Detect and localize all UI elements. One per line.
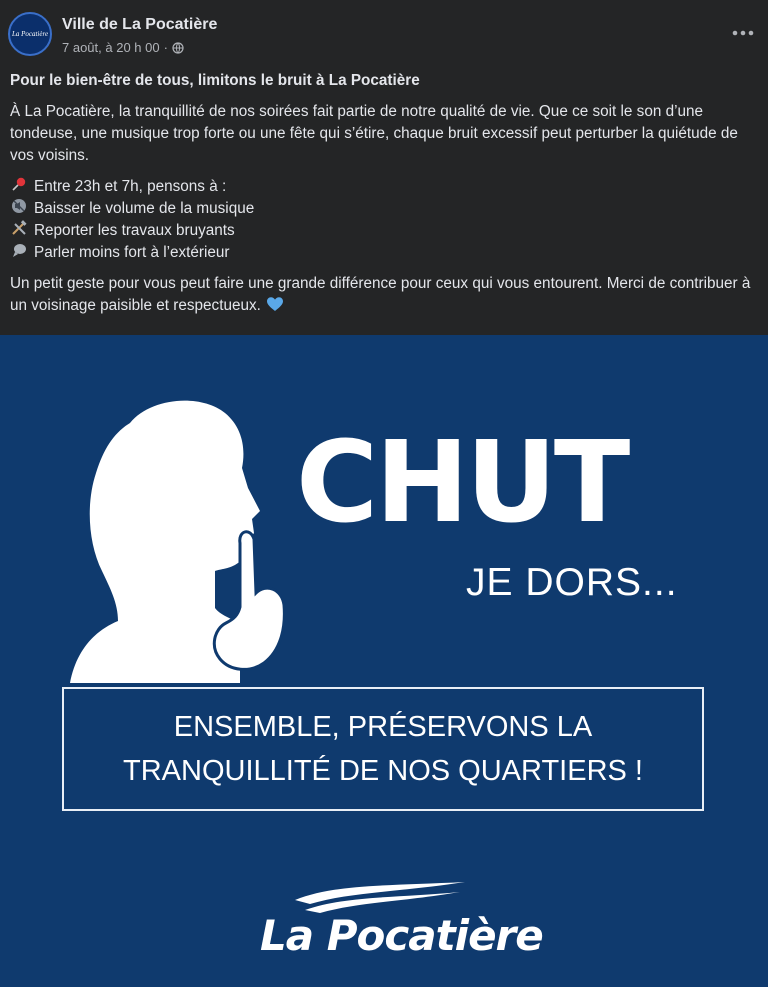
time-line: [10, 176, 758, 198]
poster-headline: CHUT: [296, 418, 628, 548]
speech-bubble-icon: [10, 242, 28, 264]
post-headline: Pour le bien-être de tous, limitons le bruit à La Pocatière: [10, 72, 420, 89]
tips-list: [10, 198, 758, 264]
post-closing: [10, 273, 758, 317]
post-body: [0, 70, 768, 317]
avatar[interactable]: [8, 12, 52, 56]
list-item-text: Parler moins fort à l’extérieur: [34, 244, 230, 261]
blue-heart-icon: [267, 297, 283, 312]
meta-separator: ·: [163, 40, 168, 55]
poster-message-box: [62, 687, 704, 811]
mute-speaker-icon: [10, 198, 28, 220]
page-name-link[interactable]: Ville de La Pocatière: [62, 16, 218, 33]
list-item: [10, 198, 758, 220]
globe-icon: [172, 42, 184, 54]
time-line-text: Entre 23h et 7h, pensons à :: [34, 178, 227, 195]
silhouette-shush-icon: [70, 393, 300, 683]
post-image-poster[interactable]: [0, 335, 768, 987]
avatar-logo-text: La Pocatière: [11, 30, 49, 38]
poster-message-line-2: TRANQUILLITÉ DE NOS QUARTIERS !: [123, 755, 643, 787]
logo-text: La Pocatière: [260, 911, 543, 960]
list-item: [10, 242, 758, 264]
list-item: [10, 220, 758, 242]
poster-subline: JE DORS...: [466, 561, 678, 604]
tools-icon: [10, 220, 28, 242]
post-meta: [62, 40, 184, 55]
list-item-text: Reporter les travaux bruyants: [34, 222, 235, 239]
post-header: [0, 0, 768, 68]
post-intro: À La Pocatière, la tranquillité de nos soirées fait partie de notre qualité de vie. Que ce soit le son d’une tondeuse, une musique trop forte ou une fête qui s’étire, chaque bruit excessif peut perturber la quiétude de vos voisins.: [10, 103, 738, 164]
post-timestamp[interactable]: 7 août, à 20 h 00: [62, 40, 160, 55]
more-horizontal-icon: [732, 30, 754, 36]
list-item-text: Baisser le volume de la musique: [34, 200, 255, 217]
poster-message-line-1: ENSEMBLE, PRÉSERVONS LA: [173, 711, 593, 743]
more-options-button[interactable]: [732, 20, 754, 40]
pushpin-icon: [10, 176, 28, 198]
closing-text: Un petit geste pour vous peut faire une grande différence pour ceux qui vous entourent. Merci de contribuer à un voisinage paisible et respectueux.: [10, 275, 751, 314]
